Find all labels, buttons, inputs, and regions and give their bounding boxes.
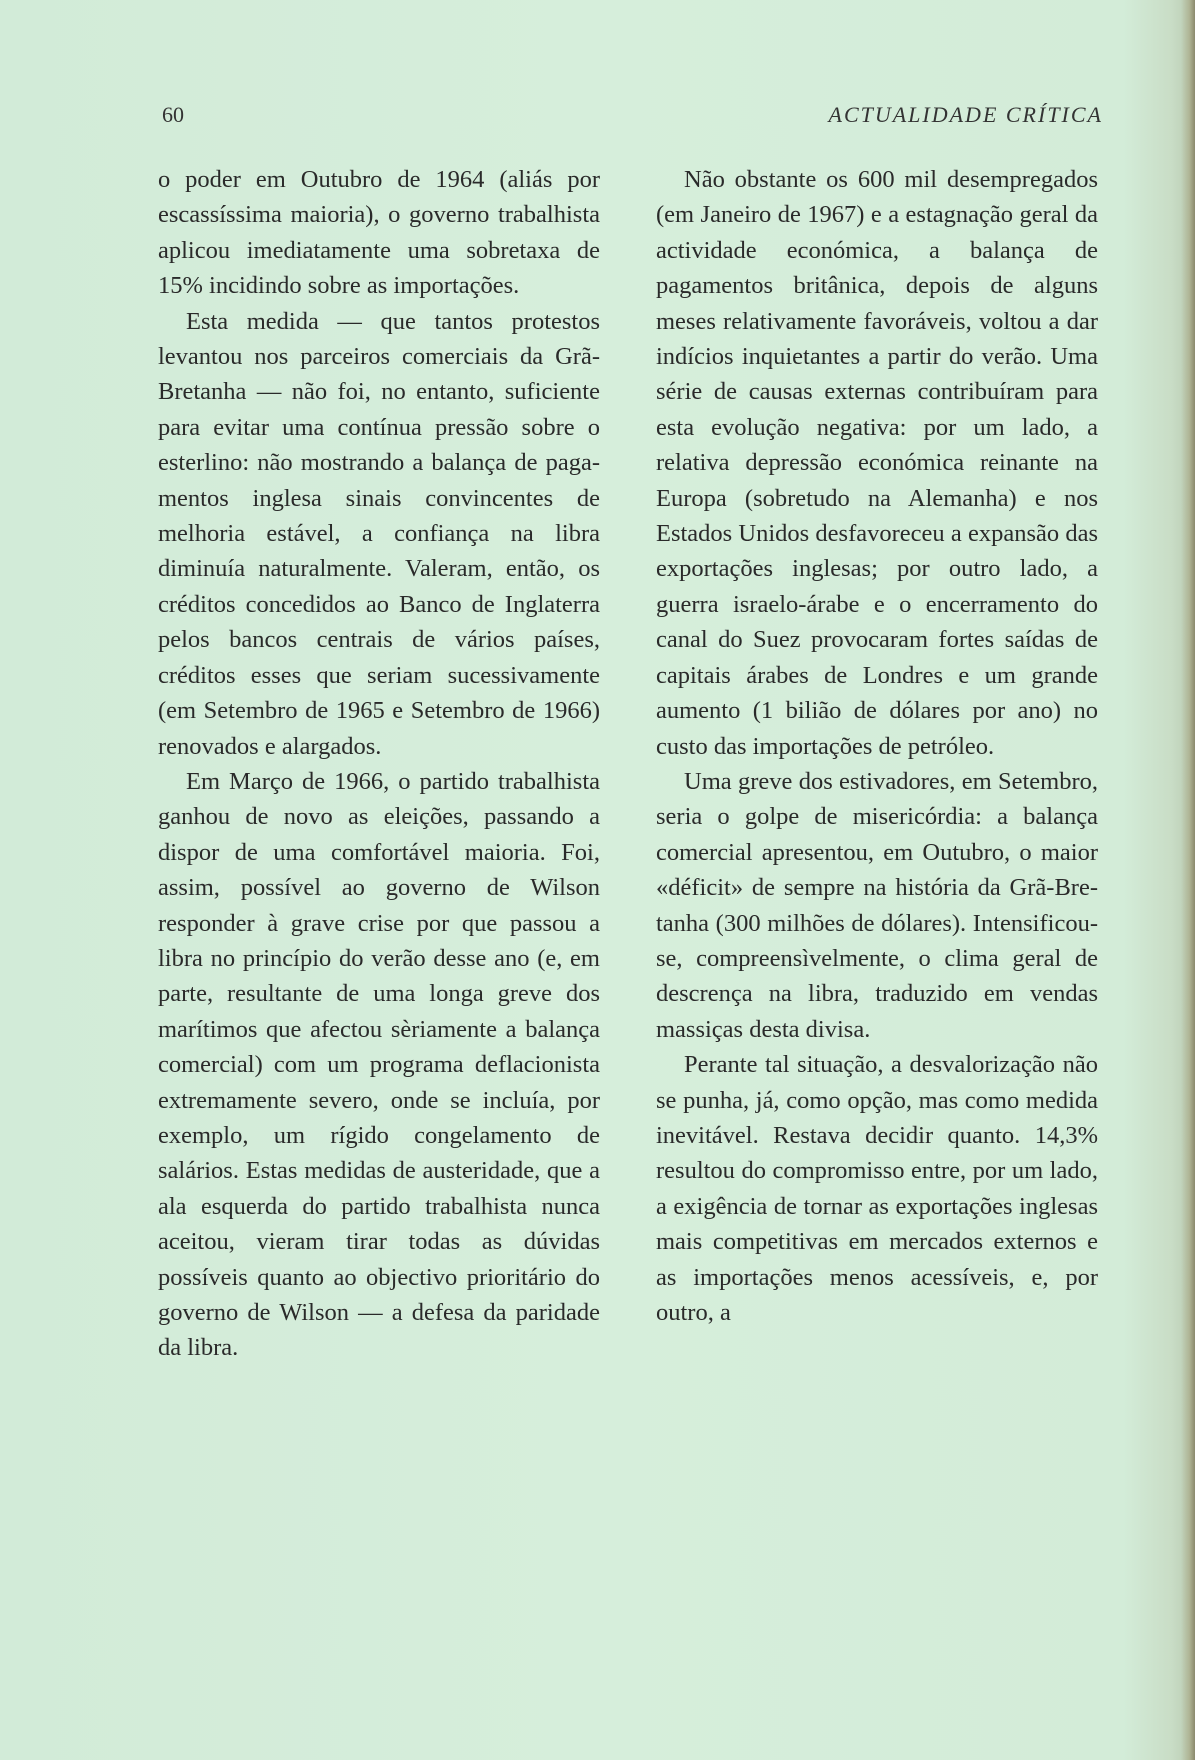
left-text-column	[158, 162, 600, 1366]
paragraph: Esta medida — que tantos protestos levantou nos parceiros comerciais da Grã-Bretanha — não foi, no entanto, suficiente para evitar uma contínua pressão sobre o esterlino: não mostrando a balança de pagamentos inglesa sinais convincentes de melhoria estável, a confiança na libra diminuía naturalmente. Valeram, então, os créditos concedidos ao Banco de Inglaterra pelos bancos centrais de vários países, créditos esses que seriam sucessivamente (em Setembro de 1965 e Setembro de 1966) renovados e alargados.	[158, 307, 600, 760]
paragraph: o poder em Outubro de 1964 (aliás por escassíssima maioria), o governo trabalhista aplicou imediatamente uma sobretaxa de 15% incidindo sobre as importações.	[158, 166, 600, 300]
running-title: ACTUALIDADE CRÍTICA	[828, 102, 1103, 127]
page-number: 60	[162, 102, 184, 127]
page-edge-shadow	[1181, 0, 1195, 1760]
paragraph: Perante tal situação, a desvalorização não se punha, já, como opção, mas como medida inevitável. Restava decidir quanto. 14,3% resultou do compromisso entre, por um lado, a exigência de tornar as exportações inglesas mais competitivas em mercados externos e as importações menos acessíveis, e, por outro, a	[656, 1051, 1098, 1326]
paragraph: Uma greve dos estivadores, em Setembro, seria o golpe de misericórdia: a balança comercial apresentou, em Outubro, o maior «déficit» de sempre na história da Grã-Bretanha (300 milhões de dólares). Intensificou-se, compreensìvelmente, o clima geral de descrença na libra, traduzido em vendas massiças desta divisa.	[656, 767, 1098, 1043]
paragraph: Não obstante os 600 mil desempregados (em Janeiro de 1967) e a estagnação geral da actividade económica, a balança de pagamentos britânica, depois de alguns meses relativamente favoráveis, voltou a dar indícios inquietantes a partir do verão. Uma série de causas externas contribuíram para esta evolução negativa: por um lado, a relativa depressão económica reinante na Europa (sobretudo na Alemanha) e nos Estados Unidos desfavoreceu a expansão das exportações inglesas; por outro lado, a guerra israelo-árabe e o encerramento do canal do Suez provocaram fortes saídas de capitais árabes de Londres e um grande aumento (1 bilião de dólares por ano) no custo das importações de petróleo.	[656, 166, 1098, 760]
paragraph: Em Março de 1966, o partido trabalhista ganhou de novo as eleições, passando a dispor de uma comfortável maioria. Foi, assim, possível ao governo de Wilson responder à grave crise por que passou a libra no princípio do verão desse ano (e, em parte, resultante de uma longa greve dos marítimos que afectou sèriamente a balança comercial) com um programa deflacionista extremamente severo, onde se incluía, por exemplo, um rígido congelamento de salários. Estas medidas de austeridade, que a ala esquerda do partido trabalhista nunca aceitou, vieram tirar todas as dúvidas possíveis quanto ao objectivo prioritário do governo de Wilson — a defesa da paridade da libra.	[158, 767, 600, 1362]
right-text-column	[656, 162, 1098, 1330]
